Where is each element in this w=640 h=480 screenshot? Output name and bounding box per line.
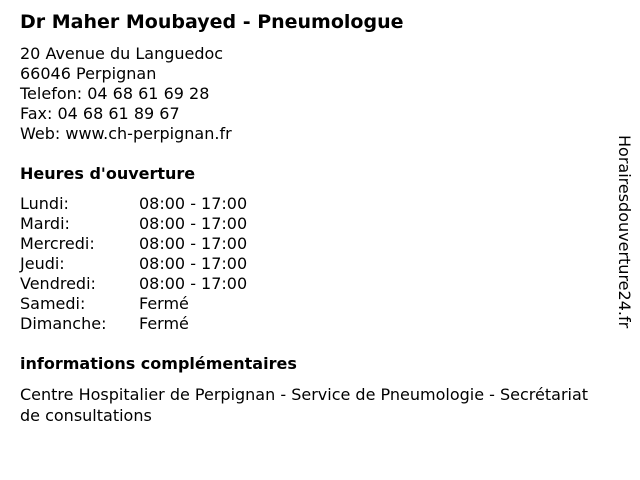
day-hours: 08:00 - 17:00 — [139, 194, 248, 213]
hours-row-vendredi — [20, 274, 247, 294]
page-title: Dr Maher Moubayed - Pneumologue — [20, 11, 404, 33]
day-label: Lundi: — [20, 194, 69, 213]
doctor-card — [20, 10, 610, 426]
street-address: 20 Avenue du Languedoc — [20, 44, 224, 63]
address-block — [20, 44, 610, 144]
day-label: Mardi: — [20, 214, 70, 233]
hours-row-lundi — [20, 194, 247, 214]
additional-info-heading: informations complémentaires — [20, 354, 297, 373]
day-label: Dimanche: — [20, 314, 107, 333]
day-hours: 08:00 - 17:00 — [139, 234, 248, 253]
day-hours: 08:00 - 17:00 — [139, 214, 248, 233]
opening-hours-heading: Heures d'ouverture — [20, 164, 196, 183]
phone-number: Telefon: 04 68 61 69 28 — [20, 84, 210, 103]
city-address: 66046 Perpignan — [20, 64, 157, 83]
day-hours: 08:00 - 17:00 — [139, 274, 248, 293]
hours-row-dimanche — [20, 314, 247, 334]
side-watermark-label: Horairesdouverture24.fr — [615, 135, 634, 329]
additional-info-text: Centre Hospitalier de Perpignan - Service de Pneumologie - Secrétariat de consultations — [20, 385, 589, 425]
hours-row-jeudi — [20, 254, 247, 274]
hours-row-mardi — [20, 214, 247, 234]
fax-number: Fax: 04 68 61 89 67 — [20, 104, 180, 123]
day-hours: Fermé — [139, 314, 189, 333]
day-label: Mercredi: — [20, 234, 95, 253]
day-hours: 08:00 - 17:00 — [139, 254, 248, 273]
website-link[interactable]: Web: www.ch-perpignan.fr — [20, 124, 232, 143]
hours-row-mercredi — [20, 234, 247, 254]
day-label: Vendredi: — [20, 274, 96, 293]
day-hours: Fermé — [139, 294, 189, 313]
opening-hours-table — [20, 194, 247, 334]
day-label: Jeudi: — [20, 254, 65, 273]
hours-row-samedi — [20, 294, 247, 314]
day-label: Samedi: — [20, 294, 86, 313]
